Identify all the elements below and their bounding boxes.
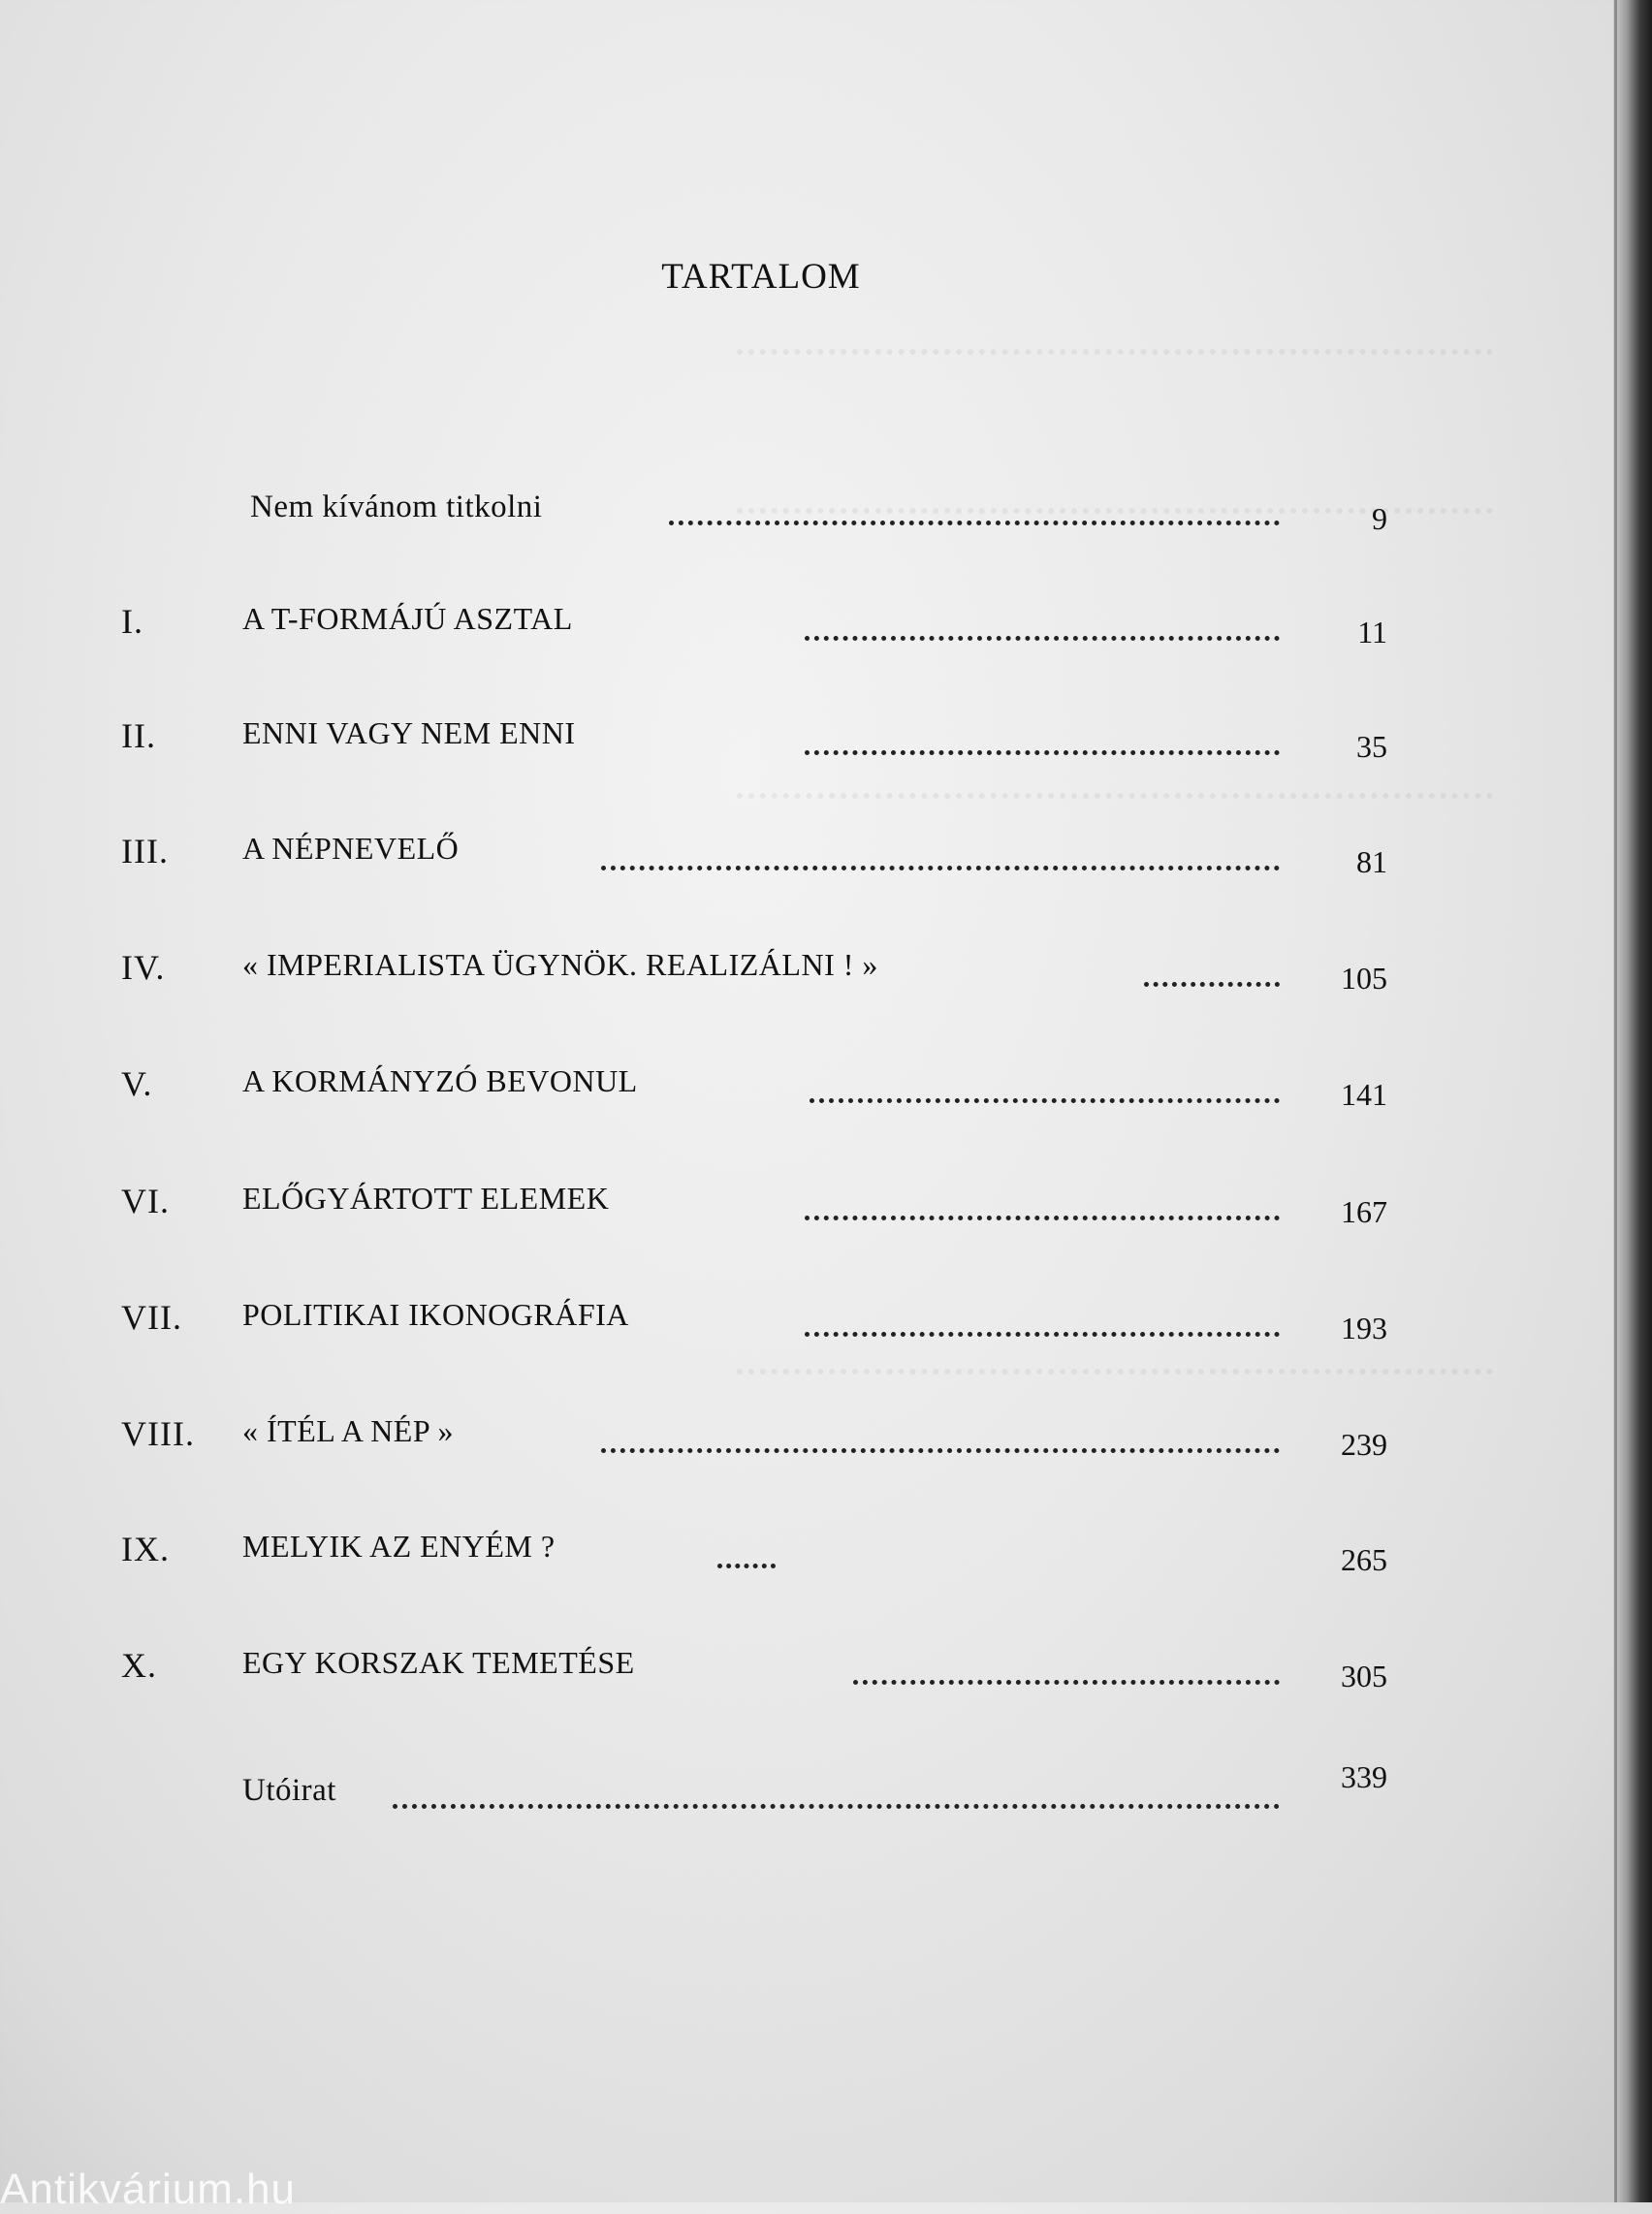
dot-leader: [393, 1804, 1280, 1809]
toc-entry-number: VIII.: [121, 1414, 195, 1453]
toc-entry-page: 81: [1356, 844, 1387, 879]
site-watermark: Antikvárium.hu: [0, 2166, 297, 2213]
toc-title: TARTALOM: [661, 257, 861, 297]
toc-entry-number: IV.: [121, 948, 166, 987]
toc-entry-page: 105: [1341, 961, 1387, 996]
toc-entry-chapter-6: [0, 1181, 1652, 1249]
dot-leader: [810, 1098, 1280, 1103]
toc-entry-label: « ÍTÉL A NÉP »: [242, 1413, 454, 1448]
dot-leader: [669, 521, 1280, 525]
toc-entry-label: ELŐGYÁRTOTT ELEMEK: [242, 1181, 610, 1216]
toc-entry-chapter-1: [0, 601, 1652, 669]
toc-entry-label: ENNI VAGY NEM ENNI: [242, 715, 576, 750]
dot-leader: [805, 750, 1280, 755]
dot-leader: [805, 1332, 1280, 1337]
toc-entry-chapter-7: [0, 1297, 1652, 1365]
dot-leader: [853, 1680, 1280, 1685]
toc-entry-label: A NÉPNEVELŐ: [242, 831, 460, 866]
toc-entry-page: 11: [1357, 615, 1387, 649]
toc-entry-page: 167: [1341, 1194, 1387, 1229]
toc-entry-chapter-9: [0, 1529, 1652, 1597]
toc-entry-label: A KORMÁNYZÓ BEVONUL: [242, 1063, 638, 1098]
toc-entry-page: 35: [1356, 729, 1387, 764]
toc-entry-number: X.: [121, 1646, 157, 1685]
toc-entry-chapter-2: [0, 715, 1652, 783]
toc-entry-chapter-8: [0, 1413, 1652, 1481]
dot-leader: [805, 636, 1280, 641]
dot-leader: [601, 866, 1280, 870]
toc-entry-label: POLITIKAI IKONOGRÁFIA: [242, 1297, 629, 1332]
toc-entry-number: III.: [121, 832, 169, 870]
toc-entry-number: IX.: [121, 1530, 170, 1568]
toc-entry-page: 339: [1341, 1759, 1387, 1794]
dot-leader: [1144, 982, 1280, 987]
toc-entry-page: 141: [1341, 1077, 1387, 1112]
toc-entry-page: 265: [1341, 1542, 1387, 1577]
toc-entry-number: II.: [121, 716, 156, 755]
toc-entry-preface: [0, 490, 1652, 557]
toc-entry-number: V.: [121, 1064, 153, 1103]
toc-entry-page: 9: [1372, 501, 1387, 536]
toc-entry-number: I.: [121, 602, 143, 641]
dot-leader: [601, 1448, 1280, 1453]
toc-entry-page: 193: [1341, 1311, 1387, 1345]
toc-entry-label: « IMPERIALISTA ÜGYNÖK. REALIZÁLNI ! »: [242, 947, 878, 982]
dot-leader: [805, 1216, 1280, 1220]
toc-entry-chapter-4: [0, 947, 1652, 1015]
toc-entry-label: Nem kívánom titkolni: [250, 490, 543, 524]
toc-entry-label: Utóirat: [242, 1773, 336, 1808]
toc-entry-number: VII.: [121, 1298, 182, 1337]
toc-entry-chapter-5: [0, 1063, 1652, 1131]
dot-leader: [717, 1564, 776, 1568]
toc-entry-label: EGY KORSZAK TEMETÉSE: [242, 1645, 635, 1680]
toc-entry-label: A T-FORMÁJÚ ASZTAL: [242, 601, 573, 636]
toc-entry-number: VI.: [121, 1182, 170, 1220]
toc-entry-page: 239: [1341, 1427, 1387, 1462]
toc-entry-page: 305: [1341, 1659, 1387, 1693]
toc-entry-label: MELYIK AZ ENYÉM ?: [242, 1529, 556, 1564]
toc-entry-chapter-3: [0, 831, 1652, 899]
toc-entry-afterword: [0, 1759, 1652, 1827]
toc-entry-chapter-10: [0, 1645, 1652, 1713]
